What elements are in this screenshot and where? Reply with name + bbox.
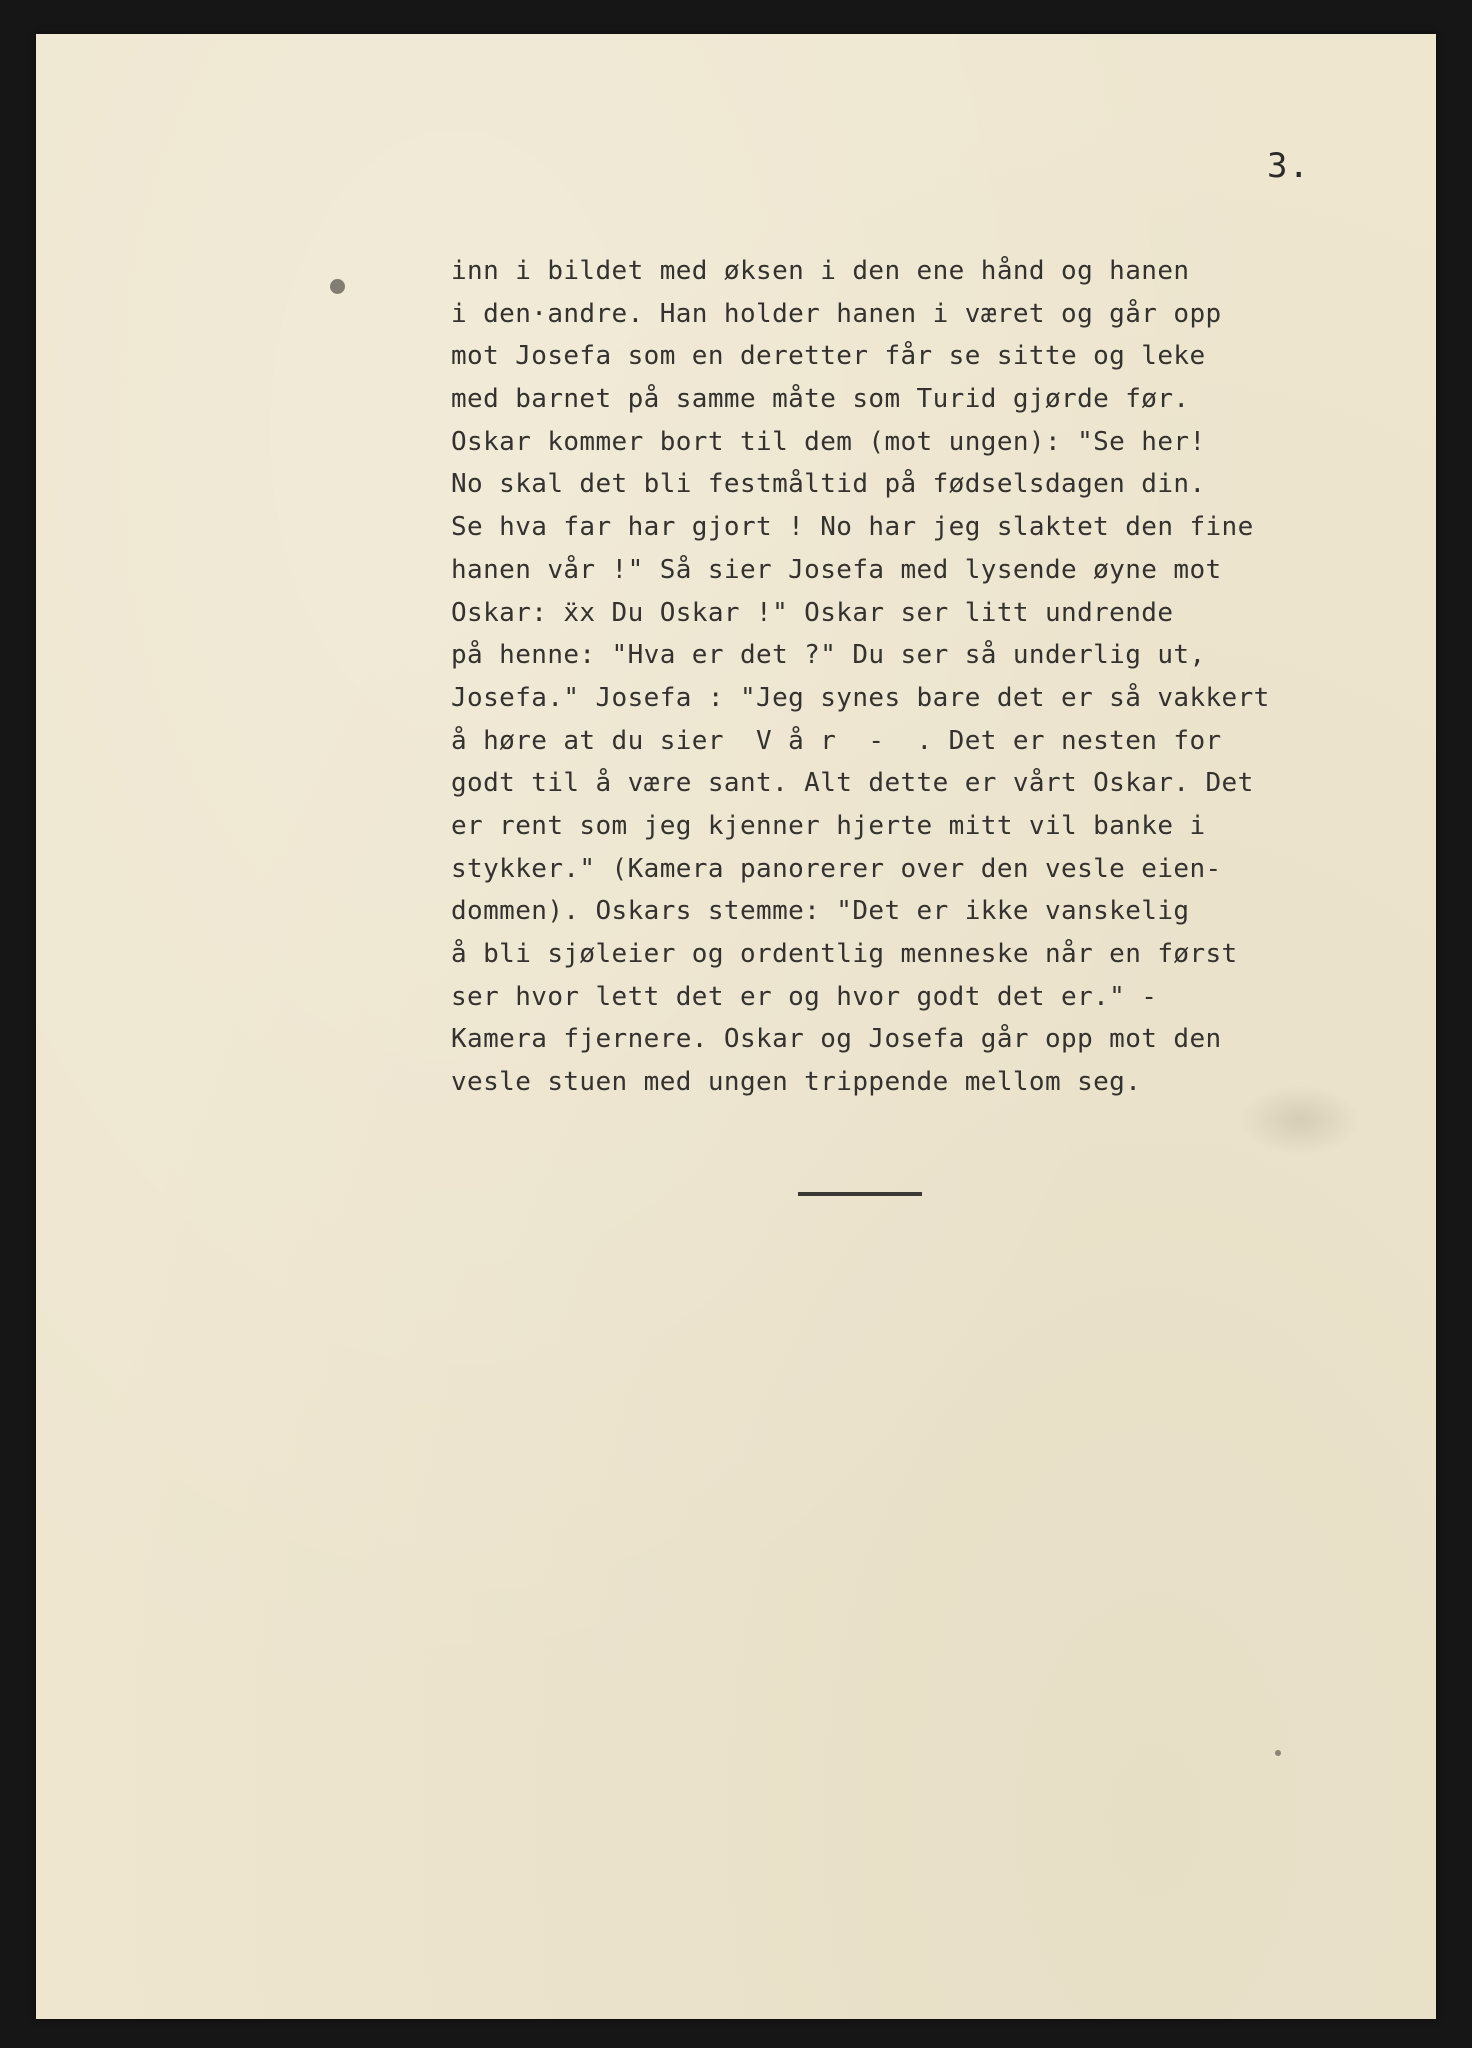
text-line: med barnet på samme måte som Turid gjørde før. <box>451 384 1190 415</box>
end-rule <box>798 1192 922 1196</box>
text-line: å høre at du sier V å r - . Det er nesten for <box>451 725 1222 756</box>
text-line: godt til å være sant. Alt dette er vårt Oskar. Det <box>451 768 1254 799</box>
text-line: mot Josefa som en deretter får se sitte og leke <box>451 341 1206 372</box>
page-number: 3. <box>1267 146 1310 186</box>
text-line: å bli sjøleier og ordentlig menneske når en først <box>451 939 1238 969</box>
text-line: Oskar: ẍx Du Oskar !" Oskar ser litt undrende <box>451 597 1174 628</box>
text-line: dommen). Oskars stemme: "Det er ikke vanskelig <box>451 896 1190 927</box>
text-line: ser hvor lett det er og hvor godt det er." - <box>451 981 1158 1012</box>
text-line: vesle stuen med ungen trippende mellom seg. <box>451 1067 1142 1098</box>
text-line: hanen vår !" Så sier Josefa med lysende øyne mot <box>451 554 1222 585</box>
text-line: Kamera fjernere. Oskar og Josefa går opp mot den <box>451 1024 1222 1055</box>
text-line: er rent som jeg kjenner hjerte mitt vil banke i <box>451 810 1206 841</box>
script-paragraph <box>451 250 1270 1104</box>
text-line: i den·andre. Han holder hanen i været og går opp <box>451 298 1222 329</box>
text-line: Josefa." Josefa : "Jeg synes bare det er så vakkert <box>451 682 1270 713</box>
text-line: inn i bildet med øksen i den ene hånd og hanen <box>451 256 1190 286</box>
ink-speck <box>1275 1750 1281 1756</box>
text-line: på henne: "Hva er det ?" Du ser så underlig ut, <box>451 640 1206 671</box>
ink-dot <box>330 279 345 294</box>
text-line: Se hva far har gjort ! No har jeg slaktet den fine <box>451 512 1254 543</box>
text-line: No skal det bli festmåltid på fødselsdagen din. <box>451 469 1206 500</box>
text-line: Oskar kommer bort til dem (mot ungen): "Se her! <box>451 426 1206 457</box>
text-line: stykker." (Kamera panorerer over den vesle eien- <box>451 853 1222 884</box>
